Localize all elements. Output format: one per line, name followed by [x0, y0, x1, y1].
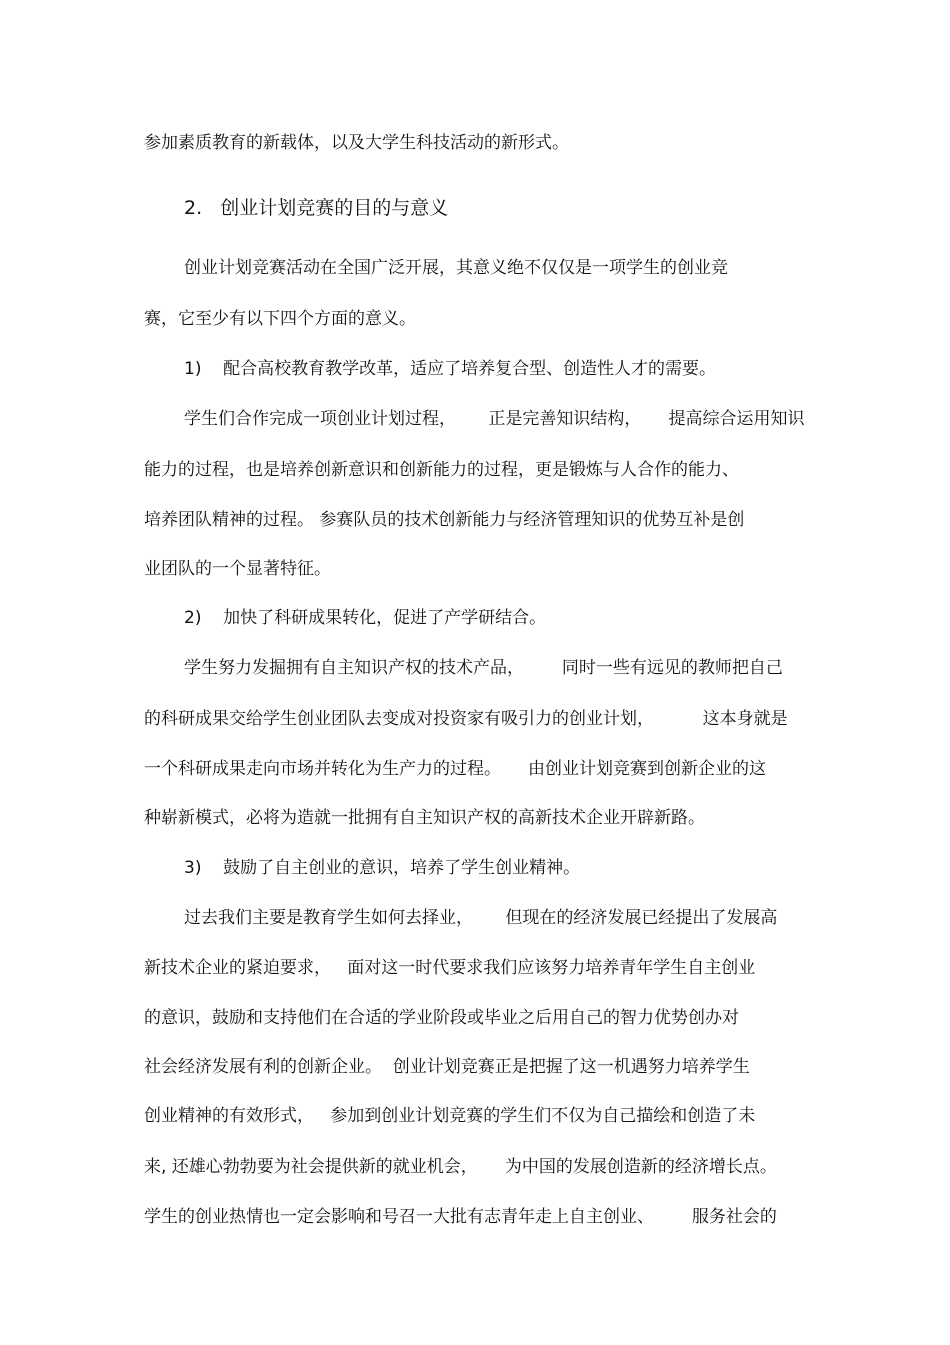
paragraph-line: 新技术企业的紧迫要求， 面对这一时代要求我们应该努力培养青年学生自主创业 — [144, 958, 756, 978]
paragraph-line: 来, 还雄心勃勃要为社会提供新的就业机会， 为中国的发展创造新的经济增长点。 — [144, 1157, 777, 1177]
paragraph-line: 能力的过程，也是培养创新意识和创新能力的过程，更是锻炼与人合作的能力、 — [144, 460, 739, 480]
paragraph-line: 参加素质教育的新载体，以及大学生科技活动的新形式。 — [144, 133, 569, 153]
paragraph-line: 社会经济发展有利的创新企业。 创业计划竞赛正是把握了这一机遇努力培养学生 — [144, 1057, 750, 1077]
list-item-heading: 3) 鼓励了自主创业的意识，培养了学生创业精神。 — [184, 858, 581, 878]
paragraph-line: 一个科研成果走向市场并转化为生产力的过程。 由创业计划竞赛到创新企业的这 — [144, 759, 767, 779]
paragraph-line: 赛，它至少有以下四个方面的意义。 — [144, 309, 416, 329]
paragraph-line: 创业计划竞赛活动在全国广泛开展，其意义绝不仅仅是一项学生的创业竞 — [184, 258, 728, 278]
paragraph-line: 创业精神的有效形式， 参加到创业计划竞赛的学生们不仅为自己描绘和创造了未 — [144, 1106, 756, 1126]
paragraph-line: 学生努力发掘拥有自主知识产权的技术产品， 同时一些有远见的教师把自己 — [184, 658, 783, 678]
paragraph-line: 培养团队精神的过程。 参赛队员的技术创新能力与经济管理知识的优势互补是创 — [144, 510, 745, 530]
paragraph-line: 的科研成果交给学生创业团队去变成对投资家有吸引力的创业计划， 这本身就是 — [144, 709, 788, 729]
paragraph-line: 过去我们主要是教育学生如何去择业， 但现在的经济发展已经提出了发展高 — [184, 908, 778, 928]
paragraph-line: 业团队的一个显著特征。 — [144, 559, 331, 579]
paragraph-line: 学生的创业热情也一定会影响和号召一大批有志青年走上自主创业、 服务社会的 — [144, 1207, 777, 1227]
paragraph-line: 学生们合作完成一项创业计划过程， 正是完善知识结构， 提高综合运用知识 — [184, 409, 805, 429]
list-item-heading: 1) 配合高校教育教学改革，适应了培养复合型、创造性人才的需要。 — [184, 359, 717, 379]
list-item-heading: 2) 加快了科研成果转化，促进了产学研结合。 — [184, 608, 547, 628]
section-heading: 2. 创业计划竞赛的目的与意义 — [184, 197, 449, 219]
paragraph-line: 的意识，鼓励和支持他们在合适的学业阶段或毕业之后用自己的智力优势创办对 — [144, 1008, 739, 1028]
paragraph-line: 种崭新模式，必将为造就一批拥有自主知识产权的高新技术企业开辟新路。 — [144, 808, 705, 828]
